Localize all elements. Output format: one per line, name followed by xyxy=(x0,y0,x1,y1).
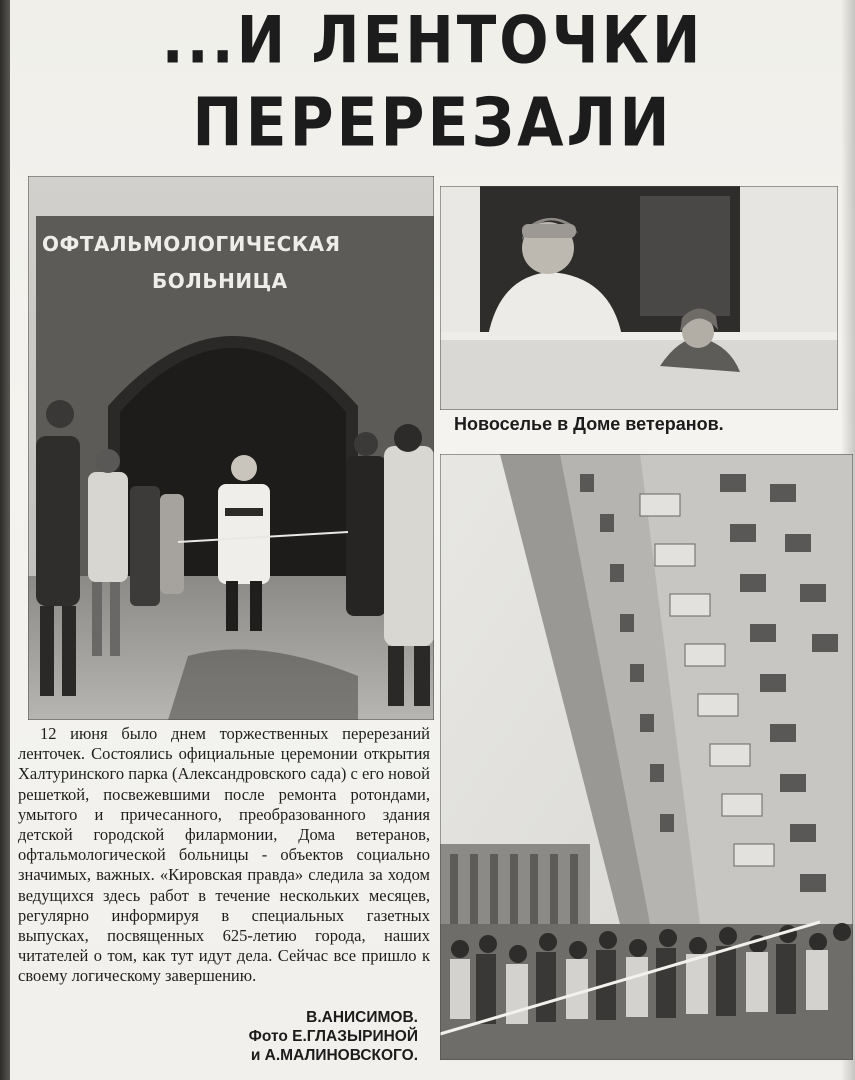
page-edge xyxy=(0,0,10,1080)
photo-apartment-building xyxy=(440,454,853,1060)
newspaper-page xyxy=(10,0,855,1080)
article-body xyxy=(18,724,430,987)
headline-line-1: ...И ЛЕНТОЧКИ xyxy=(161,1,704,79)
photo-veterans-balcony xyxy=(440,186,838,410)
sign-text-line-2: БОЛЬНИЦА xyxy=(152,269,288,293)
article-paragraph: 12 июня было днем торжественных перерезаний ленточек. Состоялись официальные церемонии открытия Халтуринского парка (Александровского сада) с его новой решеткой, посвежевшими после ремонта ротондами, умытого и причесанного, преобразованного здания детской городской филармонии, Дома ветеранов, офтальмологической больницы - объектов социально значимых, важных. «Кировская правда» следила за ходом ведущихся здесь работ в течение нескольких месяцев, регулярно информируя в специальных газетных выпусках, посвященных 625-летию города, наших читателей о том, как тут идут дела. Сейчас все пришло к своему логическому завершению. xyxy=(18,724,430,986)
photo-credit-line-1: Фото Е.ГЛАЗЫРИНОЙ xyxy=(248,1028,418,1045)
headline-line-2: ПЕРЕРЕЗАЛИ xyxy=(192,83,673,163)
author-credit: В.АНИСИМОВ. xyxy=(306,1009,418,1026)
photo-hospital-opening xyxy=(28,176,434,720)
sign-text-line-1: ОФТАЛЬМОЛОГИЧЕСКАЯ xyxy=(42,232,341,256)
photo-caption-veterans: Новоселье в Доме ветеранов. xyxy=(454,414,724,434)
photo-credit-line-2: и А.МАЛИНОВСКОГО. xyxy=(250,1047,418,1064)
